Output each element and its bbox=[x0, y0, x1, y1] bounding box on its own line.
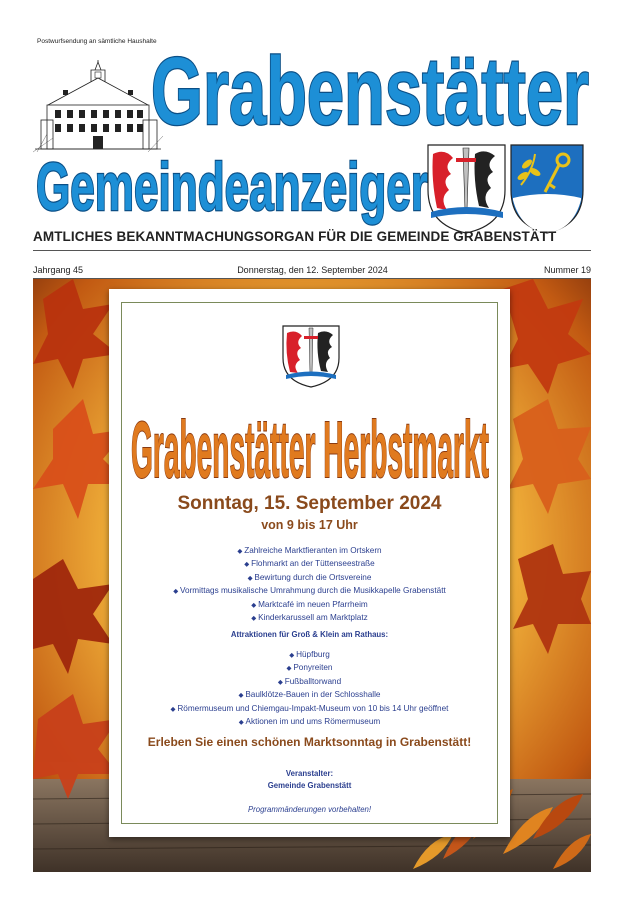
list-item-text: Aktionen im und ums Römermuseum bbox=[245, 717, 381, 727]
list-item bbox=[122, 703, 497, 716]
diamond-bullet-icon: ◆ bbox=[238, 692, 246, 700]
list-item-text: Vormittags musikalische Umrahmung durch die Musikkapelle Grabenstätt bbox=[180, 586, 446, 596]
event-date: Sonntag, 15. September 2024 bbox=[177, 493, 442, 514]
diamond-bullet-icon: ◆ bbox=[247, 574, 255, 582]
list-item-text: Zahlreiche Marktfieranten im Ortskern bbox=[244, 546, 382, 555]
list-item bbox=[122, 612, 497, 625]
event-time: von 9 bis 17 Uhr bbox=[261, 518, 358, 532]
list-item bbox=[122, 599, 497, 612]
diamond-bullet-icon: ◆ bbox=[173, 588, 181, 596]
attractions-list bbox=[122, 649, 497, 729]
list-item bbox=[122, 676, 497, 689]
diamond-bullet-icon: ◆ bbox=[238, 719, 246, 727]
mailing-note: Postwurfsendung an sämtliche Haushalte bbox=[37, 38, 157, 45]
list-item bbox=[122, 689, 497, 702]
list-item-text: Fußballtorwand bbox=[284, 676, 342, 686]
highlights-list bbox=[122, 545, 497, 625]
issue-volume: Jahrgang 45 bbox=[33, 265, 84, 275]
organizer-label: Veranstalter: bbox=[285, 769, 334, 778]
town-hall-illustration bbox=[33, 60, 163, 155]
organizer-name: Gemeinde Grabenstätt bbox=[267, 781, 352, 790]
disclaimer: Programmänderungen vorbehalten! bbox=[247, 805, 372, 814]
diamond-bullet-icon: ◆ bbox=[277, 678, 285, 686]
attractions-heading: Attraktionen für Groß & Klein am Rathaus: bbox=[230, 630, 389, 639]
list-item bbox=[122, 558, 497, 571]
list-item bbox=[122, 572, 497, 585]
diamond-bullet-icon: ◆ bbox=[170, 705, 178, 713]
list-item bbox=[122, 716, 497, 729]
list-item-text: Flohmarkt an der Tüttenseestraße bbox=[251, 559, 375, 569]
list-item bbox=[122, 545, 497, 558]
closing-line: Erleben Sie einen schönen Marktsonntag in Grabenstätt! bbox=[147, 735, 472, 749]
list-item-text: Bewirtung durch die Ortsvereine bbox=[254, 572, 372, 582]
poster-frame bbox=[121, 302, 498, 824]
issue-date: Donnerstag, den 12. September 2024 bbox=[237, 265, 388, 275]
list-item bbox=[122, 585, 497, 598]
masthead-tagline: AMTLICHES BEKANNTMACHUNGSORGAN FÜR DIE GEMEINDE GRABENSTÄTT bbox=[33, 229, 557, 244]
list-item bbox=[122, 662, 497, 675]
masthead-title-line1 bbox=[148, 38, 593, 145]
masthead-title-line2 bbox=[34, 148, 430, 225]
masthead-subtitle-text: Gemeindeanzeiger bbox=[36, 149, 428, 225]
list-item-text: Kinderkarussell am Marktplatz bbox=[258, 613, 368, 623]
divider bbox=[33, 250, 591, 251]
list-item-text: Römermuseum und Chiemgau-Impakt-Museum von 10 bis 14 Uhr geöffnet bbox=[177, 703, 449, 713]
coat-of-arms-icon bbox=[280, 323, 342, 389]
coat-of-arms-icon bbox=[423, 140, 588, 235]
diamond-bullet-icon: ◆ bbox=[237, 548, 245, 555]
event-title-text: Grabenstätter Herbstmarkt bbox=[131, 405, 489, 494]
masthead-title-text: Grabenstätter bbox=[151, 38, 589, 145]
list-item-text: Marktcafé im neuen Pfarrheim bbox=[258, 599, 368, 609]
list-item-text: Baulklötze-Bauen in der Schlosshalle bbox=[245, 690, 381, 700]
list-item-text: Ponyreiten bbox=[293, 663, 333, 673]
diamond-bullet-icon: ◆ bbox=[244, 561, 252, 569]
list-item-text: Hüpfburg bbox=[296, 650, 330, 659]
diamond-bullet-icon: ◆ bbox=[289, 652, 297, 659]
diamond-bullet-icon: ◆ bbox=[251, 615, 259, 623]
diamond-bullet-icon: ◆ bbox=[286, 665, 294, 673]
diamond-bullet-icon: ◆ bbox=[251, 601, 259, 609]
event-poster bbox=[109, 289, 510, 837]
event-title bbox=[128, 389, 493, 494]
issue-number: Nummer 19 bbox=[543, 265, 591, 275]
list-item bbox=[122, 649, 497, 662]
